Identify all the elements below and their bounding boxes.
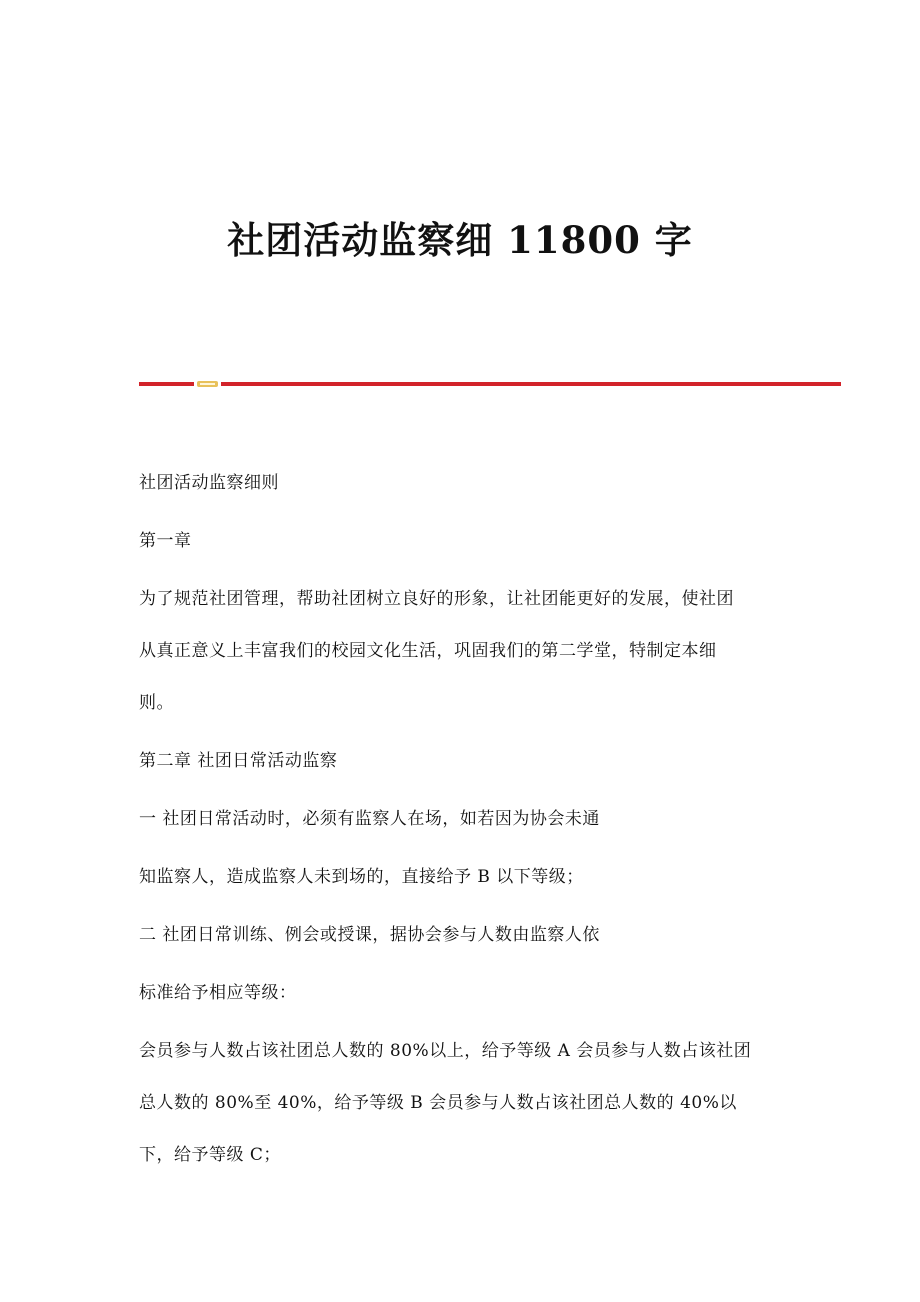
paragraph-line: 标准给予相应等级： — [139, 983, 297, 1003]
paragraph-line: 下，给予等级 C； — [139, 1145, 281, 1165]
paragraph-line: 会员参与人数占该社团总人数的 80%以上，给予等级 A 会员参与人数占该社团 — [139, 1041, 752, 1061]
paragraph-line: 则。 — [139, 693, 174, 713]
paragraph-line: 总人数的 80%至 40%，给予等级 B 会员参与人数占该社团总人数的 40%以 — [139, 1093, 737, 1113]
page-title: 社团活动监察细 11800 字 — [227, 218, 693, 262]
paragraph-line: 知监察人，造成监察人未到场的，直接给予 B 以下等级； — [139, 867, 584, 887]
chapter-heading: 第二章 社团日常活动监察 — [139, 751, 338, 771]
divider-ornament-icon — [197, 380, 218, 388]
paragraph-line: 二 社团日常训练、例会或授课，据协会参与人数由监察人依 — [139, 925, 600, 945]
paragraph-line: 从真正意义上丰富我们的校园文化生活，巩固我们的第二学堂，特制定本细 — [139, 641, 717, 661]
title-divider — [139, 380, 841, 388]
paragraph-line: 一 社团日常活动时，必须有监察人在场，如若因为协会未通 — [139, 809, 600, 829]
paragraph-line: 为了规范社团管理，帮助社团树立良好的形象，让社团能更好的发展，使社团 — [139, 589, 734, 609]
divider-bar-left — [139, 382, 194, 386]
divider-bar-right — [221, 382, 841, 386]
paragraph-line: 社团活动监察细则 — [139, 473, 279, 493]
document-body — [139, 466, 789, 1196]
chapter-heading: 第一章 — [139, 531, 192, 551]
